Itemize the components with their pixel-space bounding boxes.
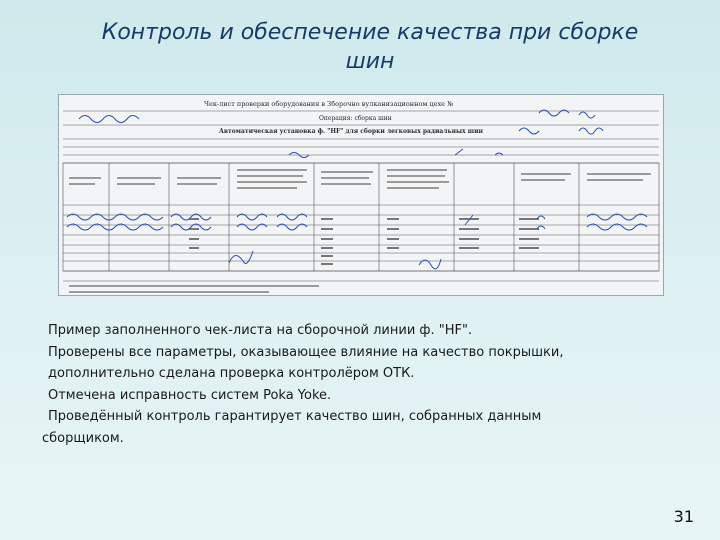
doc-heading: Чек-лист проверки оборудования в Зборочно вулканизационном цехе № bbox=[204, 100, 454, 108]
slide-title-line-1: Контроль и обеспечение качества при сборке bbox=[101, 20, 639, 45]
caption-text bbox=[42, 320, 682, 449]
page-number: 31 bbox=[673, 507, 694, 526]
slide-title-line-2: шин bbox=[345, 49, 395, 74]
caption-line: сборщиком. bbox=[42, 430, 124, 446]
caption-line: Пример заполненного чек-листа на сборочной линии ф. "HF". bbox=[48, 323, 473, 338]
caption-line: Проведённый контроль гарантирует качество шин, собранных данным bbox=[48, 409, 542, 424]
slide-title bbox=[60, 18, 680, 76]
caption-line: Проверены все параметры, оказывающее влияние на качество покрышки, bbox=[48, 344, 564, 360]
checklist-document-image bbox=[59, 95, 664, 296]
doc-section: Операция: сборка шин bbox=[319, 115, 392, 122]
caption-line: дополнительно сделана проверка контролёром ОТК. bbox=[48, 366, 415, 381]
checklist-photo bbox=[58, 94, 664, 296]
doc-machine: Автоматическая установка ф. "HF" для сборки легковых радиальных шин bbox=[219, 128, 483, 135]
caption-line: Отмечена исправность систем Poka Yoke. bbox=[48, 387, 332, 403]
